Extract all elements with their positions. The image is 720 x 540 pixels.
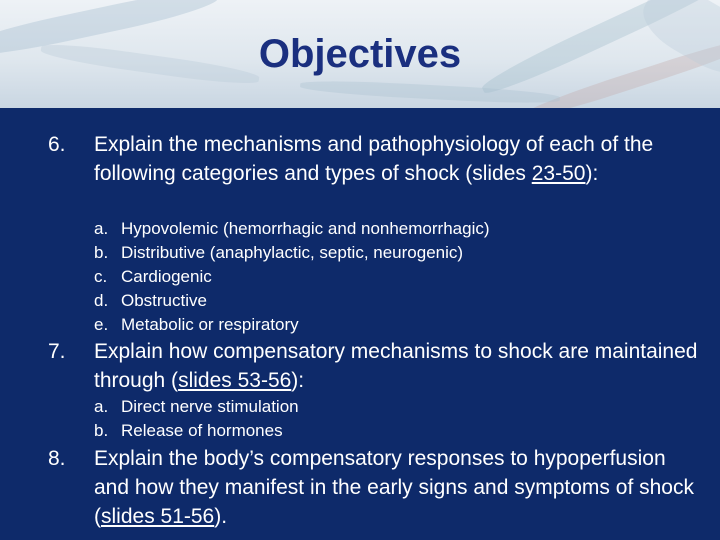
objective-item [94, 337, 704, 395]
subitem-letter: b. [94, 421, 109, 440]
objective-item [94, 444, 704, 531]
subitem-text: Obstructive [121, 291, 207, 310]
subitem-text: Release of hormones [121, 421, 283, 440]
item-number: 7. [48, 340, 66, 363]
objective-text-end: ): [585, 162, 599, 185]
slide-title: Objectives [258, 32, 462, 76]
subitem-letter: a. [94, 219, 109, 238]
slides-link[interactable]: slides 51-56 [101, 505, 215, 528]
decorative-streak [300, 78, 560, 106]
item-number: 6. [48, 133, 66, 156]
objective-item [94, 130, 704, 188]
subitem-letter: d. [94, 291, 109, 310]
subitem-letter: e. [94, 315, 109, 334]
item-number: 8. [48, 447, 66, 470]
header-banner [0, 0, 720, 108]
subitem-text: Metabolic or respiratory [121, 315, 299, 334]
objective-text-end: ). [214, 505, 228, 528]
objective-text: Explain how compensatory mechanisms to shock are maintained through ( [94, 340, 698, 392]
objective-text: Explain the mechanisms and pathophysiology of each of the following categories and types of shock (slides [94, 133, 654, 185]
objective-text: Explain the body’s compensatory responses to hypoperfusion and how they manifest in the early signs and symptoms of shock ( [94, 447, 694, 528]
slides-link[interactable]: 23-50 [531, 162, 586, 185]
subitem-text: Distributive (anaphylactic, septic, neurogenic) [121, 243, 464, 262]
subitem-text: Cardiogenic [121, 267, 212, 286]
subitem-letter: b. [94, 243, 109, 262]
subitem-text: Direct nerve stimulation [121, 397, 299, 416]
subitem-letter: c. [94, 267, 108, 286]
slide-body [0, 108, 720, 540]
subitem-letter: a. [94, 397, 109, 416]
subitem-text: Hypovolemic (hemorrhagic and nonhemorrhagic) [121, 219, 490, 238]
slides-link[interactable]: slides 53-56 [178, 369, 292, 392]
objective-text-end: ): [291, 369, 305, 392]
